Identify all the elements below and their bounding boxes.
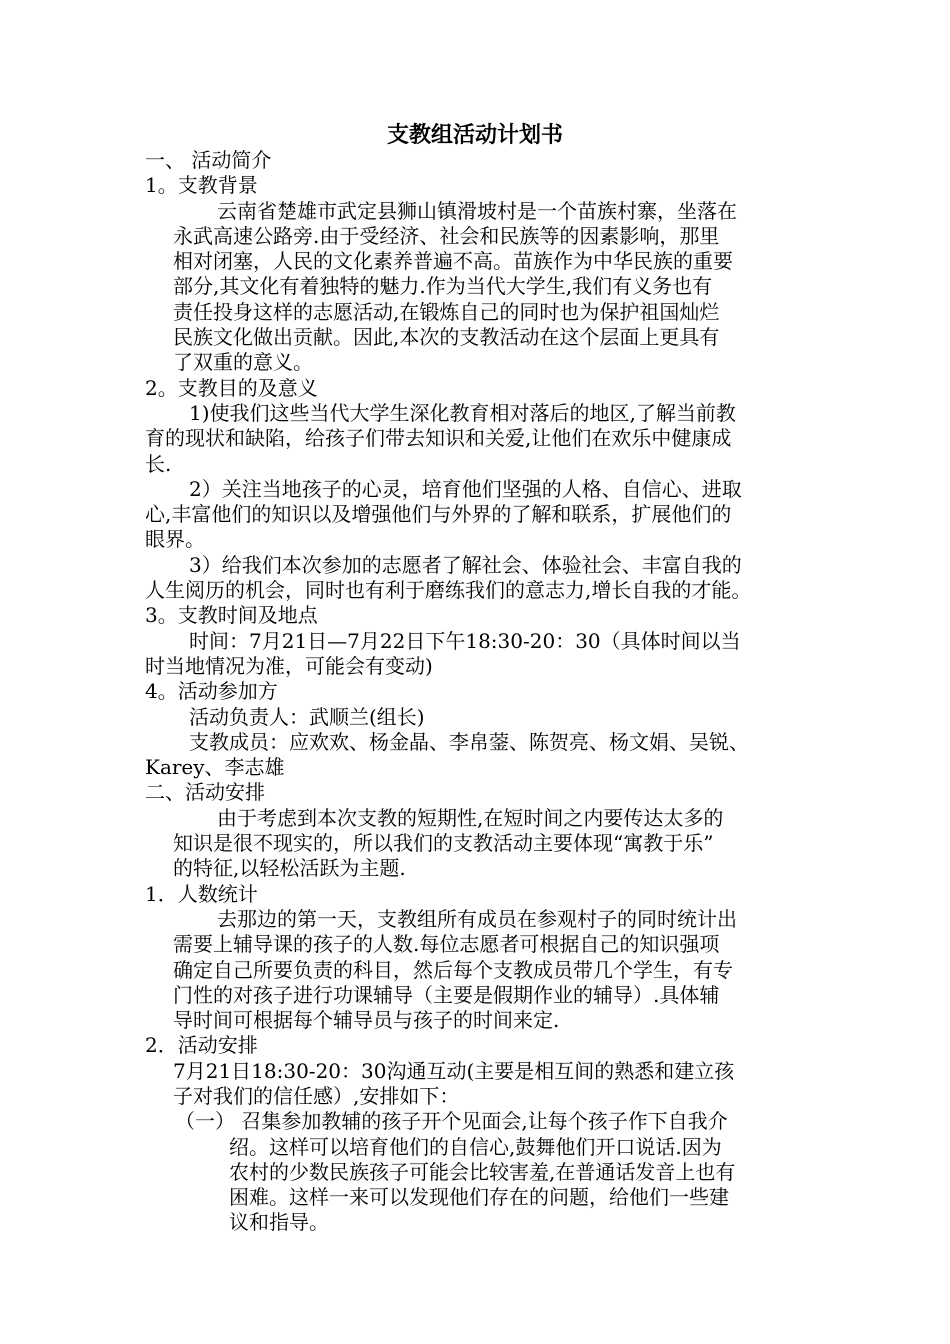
text-line: 眼界。 <box>145 527 205 552</box>
text-line: 了双重的意义。 <box>173 350 313 375</box>
text-line: 时间：7月21日—7月22日下午18:30-20：30（具体时间以当 <box>189 628 741 653</box>
document-title: 支教组活动计划书 <box>386 123 563 148</box>
text-line: 永武高速公路旁.由于受经济、社会和民族等的因素影响，那里 <box>173 223 720 248</box>
text-line: 支教成员：应欢欢、杨金晶、李帛蓥、陈贺亮、杨文娟、吴锐、 <box>189 729 749 754</box>
text-line: 2）关注当地孩子的心灵，培育他们坚强的人格、自信心、进取 <box>189 476 742 501</box>
text-line: 部分,其文化有着独特的魅力.作为当代大学生,我们有义务也有 <box>173 274 713 299</box>
text-line: 2。支教目的及意义 <box>145 375 318 400</box>
text-line: 1．人数统计 <box>145 881 258 906</box>
text-line: 1。支教背景 <box>145 173 258 198</box>
text-line: 困难。这样一来可以发现他们存在的问题，给他们一些建 <box>229 1185 729 1210</box>
text-line: 1)使我们这些当代大学生深化教育相对落后的地区,了解当前教 <box>189 400 736 425</box>
text-line: 农村的少数民族孩子可能会比较害羞,在普通话发音上也有 <box>229 1159 736 1184</box>
text-line: 需要上辅导课的孩子的人数.每位志愿者可根据自己的知识强项 <box>173 932 720 957</box>
text-line: 3）给我们本次参加的志愿者了解社会、体验社会、丰富自我的 <box>189 552 742 577</box>
text-line: 云南省楚雄市武定县狮山镇滑坡村是一个苗族村寨，坐落在 <box>217 198 737 223</box>
text-line: 导时间可根据每个辅导员与孩子的时间来定. <box>173 1008 560 1033</box>
text-line: Karey、李志雄 <box>145 755 285 780</box>
text-line: 一、 活动简介 <box>145 148 272 172</box>
text-line: 民族文化做出贡献。因此,本次的支教活动在这个层面上更具有 <box>173 325 720 350</box>
text-line: 知识是很不现实的，所以我们的支教活动主要体现“寓教于乐” <box>173 831 714 856</box>
text-line: 由于考虑到本次支教的短期性,在短时间之内要传达太多的 <box>217 805 724 830</box>
text-line: 3。支教时间及地点 <box>145 603 318 628</box>
document-body <box>145 148 825 1236</box>
text-line: 心,丰富他们的知识以及增强他们与外界的了解和联系，扩展他们的 <box>145 502 732 527</box>
text-line: 二、活动安排 <box>145 780 265 805</box>
text-line: 4。活动参加方 <box>145 679 278 704</box>
text-line: 议和指导。 <box>229 1210 329 1235</box>
text-line: 去那边的第一天，支教组所有成员在参观村子的同时统计出 <box>217 906 737 931</box>
text-line: 绍。这样可以培育他们的自信心,鼓舞他们开口说话.因为 <box>229 1134 722 1159</box>
text-line: （一） 召集参加教辅的孩子开个见面会,让每个孩子作下自我介 <box>175 1109 728 1134</box>
text-line: 2．活动安排 <box>145 1033 258 1058</box>
text-line: 7月21日18:30-20：30沟通互动(主要是相互间的熟悉和建立孩 <box>173 1058 735 1083</box>
text-line: 长. <box>145 451 172 476</box>
text-line: 人生阅历的机会，同时也有利于磨练我们的意志力,增长自我的才能。 <box>145 578 752 603</box>
text-line: 育的现状和缺陷，给孩子们带去知识和关爱,让他们在欢乐中健康成 <box>145 426 732 451</box>
text-line: 的特征,以轻松活跃为主题. <box>173 856 406 881</box>
text-line: 确定自己所要负责的科目，然后每个支教成员带几个学生，有专 <box>173 957 733 982</box>
text-line: 相对闭塞，人民的文化素养普遍不高。苗族作为中华民族的重要 <box>173 249 733 274</box>
text-line: 子对我们的信任感）,安排如下： <box>173 1083 460 1108</box>
text-line: 时当地情况为准，可能会有变动) <box>145 653 433 678</box>
text-line: 门性的对孩子进行功课辅导（主要是假期作业的辅导）.具体辅 <box>173 982 720 1007</box>
text-line: 责任投身这样的志愿活动,在锻炼自己的同时也为保护祖国灿烂 <box>173 299 720 324</box>
text-line: 活动负责人：武顺兰(组长) <box>189 704 425 729</box>
